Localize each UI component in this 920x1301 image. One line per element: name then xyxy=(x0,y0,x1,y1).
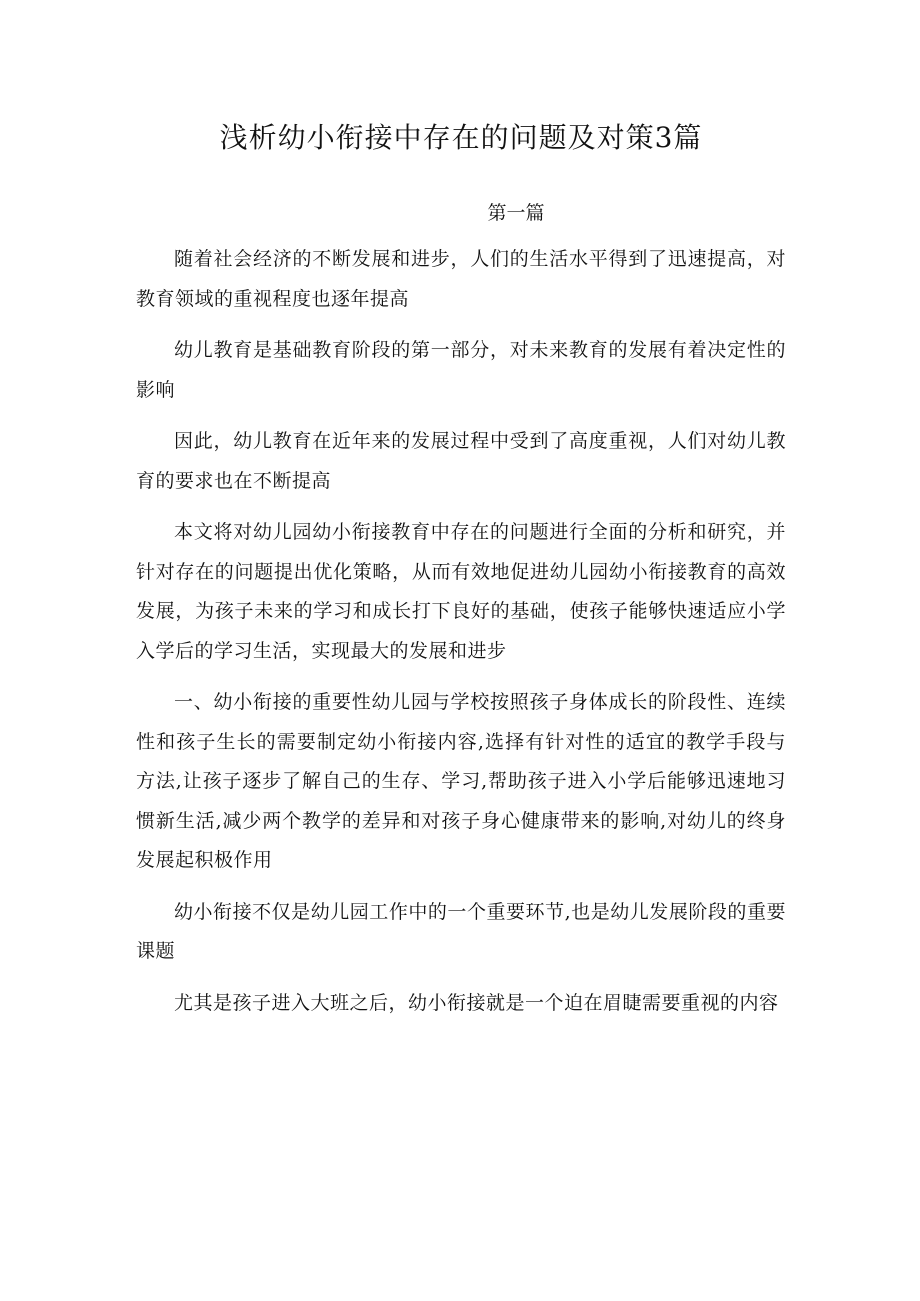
paragraph: 尤其是孩子进入大班之后，幼小衔接就是一个迫在眉睫需要重视的内容 xyxy=(174,991,779,1014)
paragraph: 幼小衔接不仅是幼儿园工作中的一个重要环节,也是幼儿发展阶段的重要课题 xyxy=(136,900,786,962)
paragraph: 幼儿教育是基础教育阶段的第一部分，对未来教育的发展有着决定性的影响 xyxy=(136,339,786,401)
paragraph: 随着社会经济的不断发展和进步，人们的生活水平得到了迅速提高，对教育领域的重视程度也逐年提高 xyxy=(136,248,786,310)
document-title: 浅析幼小衔接中存在的问题及对策3篇 xyxy=(219,121,703,154)
document-body xyxy=(136,240,786,1023)
section-title: 第一篇 xyxy=(487,202,545,224)
paragraph: 本文将对幼儿园幼小衔接教育中存在的问题进行全面的分析和研究，并针对存在的问题提出优化策略，从而有效地促进幼儿园幼小衔接教育的高效发展，为孩子未来的学习和成长打下良好的基础，使孩子能够快速适应小学入学后的学习生活，实现最大的发展和进步 xyxy=(136,521,786,662)
paragraph: 一、幼小衔接的重要性幼儿园与学校按照孩子身体成长的阶段性、连续性和孩子生长的需要制定幼小衔接内容,选择有针对性的适宜的教学手段与方法,让孩子逐步了解自己的生存、学习,帮助孩子进入小学后能够迅速地习惯新生活,减少两个教学的差异和对孩子身心健康带来的影响,对幼儿的终身发展起积极作用 xyxy=(136,691,786,871)
paragraph: 因此，幼儿教育在近年来的发展过程中受到了高度重视，人们对幼儿教育的要求也在不断提高 xyxy=(136,430,786,492)
